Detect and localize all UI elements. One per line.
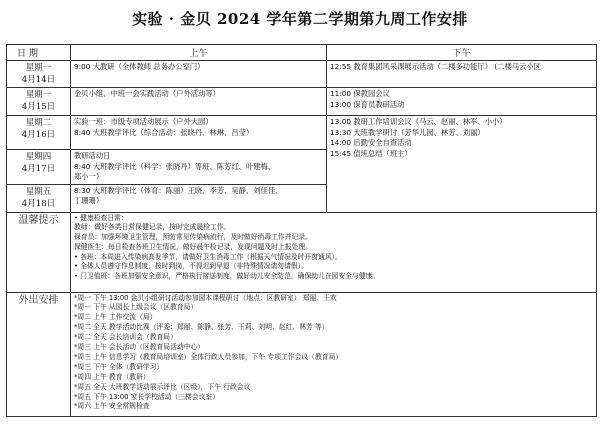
date-column-header: 日 期	[7, 45, 71, 61]
weekday-label: 星期一	[25, 63, 52, 73]
date-cell	[7, 88, 71, 116]
pm-item: 15:45 值班总结（班主）	[330, 148, 412, 158]
trip-line: *周六 上午 安全常规检查	[74, 402, 150, 411]
pm-cell	[327, 116, 597, 213]
trip-line: *周二 上午 工作交流（局）	[74, 313, 157, 322]
date-label: 4月15日	[21, 102, 56, 112]
table-row	[7, 61, 597, 88]
notice-line: • 门卫值班：各班加强安全意识，严格执行接送制度，做好幼儿安全防范，确保幼儿在园安全与健康。	[74, 272, 380, 281]
am-item: 郑小一）	[74, 172, 104, 181]
am-item: 8:40 大班教学评比（科学：张晓丹）等班、陈芳红、叶建梅、	[74, 161, 276, 171]
date-label: 4月18日	[21, 198, 56, 209]
am-item: 实验一班：市级专项活动展示（户外大园）	[74, 117, 213, 126]
notice-line: • 全体人员遵守作息制度，按时到岗，不得迟到早退（非特殊情况请勿请假）。	[74, 262, 308, 271]
trips-content	[71, 292, 597, 416]
trip-line: *周四 上午 教育（教研）	[74, 372, 150, 381]
am-item: 教研活动日	[74, 151, 111, 160]
pm-column-header: 下午	[327, 45, 597, 61]
pm-item: 11:00 保教园会议	[330, 89, 390, 98]
trip-line: *周二 全天 会长培训会（教育局）	[74, 333, 177, 342]
notice-content	[71, 212, 597, 292]
pm-item: 13:30 大班教学研讨（芳华儿园、林芳、刘丽）	[330, 127, 485, 137]
trip-line: *周三 上午 信息学习（教育局培训室）全体行政人员参加，下午 专项工作会议（教育局）	[74, 352, 343, 361]
am-item: 金贝小组、中班一会实践活动（户外活动等）	[74, 89, 220, 98]
am-cell	[71, 184, 327, 212]
notice-row	[7, 212, 597, 292]
weekday-label: 星期五	[25, 186, 52, 197]
trips-label: 外出安排	[18, 294, 59, 306]
page-title: 实验 · 金贝 2024 学年第二学期第九周工作安排	[132, 10, 468, 28]
pm-item: 13:00 保育员教研活动	[330, 99, 405, 109]
notice-line: 保健医生：每日检查各班卫生情况，做好晨午检记录，发现问题及时上报处理。	[74, 242, 312, 251]
am-cell	[71, 61, 327, 88]
trip-line: *周三 下午 全体（教研学习）	[74, 362, 164, 371]
trips-label-cell	[7, 292, 71, 416]
am-item: 8:30 大班教学评比（体育：陈丽）王晓、李芳、吴静、刘佳佳、	[74, 185, 283, 195]
am-item: 8:40 大班教学评比（综合活动：张晓丹、林琳、吕莹）	[74, 127, 254, 137]
trip-line: *周五 全天 大班教学活动展示评比（区级），下午 行政会议	[74, 382, 251, 391]
date-cell	[7, 61, 71, 88]
notice-line: • 健康检查日常：	[74, 213, 128, 222]
date-label: 4月16日	[21, 130, 56, 140]
weekday-label: 星期四	[25, 152, 52, 162]
notice-line: 保育员：加强环境卫生管理，预防常见传染病流行，及时做好消毒工作并记录。	[74, 233, 312, 242]
date-cell	[7, 184, 71, 212]
weekday-label: 星期二	[25, 118, 52, 128]
am-cell	[71, 88, 327, 116]
trip-line: *周五 下午 13:00 家长学校活动（三楼会议室）	[74, 392, 220, 401]
notice-label: 温馨提示	[18, 214, 59, 226]
am-item: 丁珊珊）	[74, 196, 104, 205]
date-cell	[7, 150, 71, 185]
table-row	[7, 88, 597, 116]
pm-cell	[327, 61, 597, 88]
am-item: 9:00 大教研（全体教师 总务办公室门）	[74, 62, 205, 71]
table-row	[7, 116, 597, 150]
trips-row	[7, 292, 597, 416]
am-cell	[71, 150, 327, 185]
notice-line: • 各班：本周进入传染病高发季节，请做好卫生消毒工作（根据天气情况及时开窗通风）。	[74, 252, 342, 261]
am-cell	[71, 116, 327, 150]
pm-item: 13:00 教研工作培训会议（马云、赵丽、林军、小小）	[330, 117, 507, 126]
table-header-row	[7, 45, 597, 61]
date-label: 4月14日	[21, 75, 56, 85]
notice-line: 教师：做好各类日常保健记录，按时完成晨检工作。	[74, 223, 231, 232]
weekday-label: 星期一	[25, 90, 52, 100]
date-label: 4月17日	[21, 164, 56, 174]
date-cell	[7, 116, 71, 150]
pm-item: 14:00 后勤安全自查活动	[330, 138, 412, 147]
notice-label-cell	[7, 212, 71, 292]
trip-line: *周一 下午 13:00 金贝小组研讨活动参加园本课程研讨（地点：区教研室） 郑丽、王欢	[74, 293, 337, 302]
trip-line: *周一 下午 从园长上级会议（区教育局）	[74, 303, 198, 312]
pm-cell	[327, 88, 597, 116]
trip-line: *周二 全天 教学活动比赛（评委：郑丽、陈静、张芳、王莉、刘明、赵红、林芳 等）	[74, 323, 329, 332]
schedule-table	[6, 44, 597, 417]
am-column-header: 上午	[71, 45, 327, 61]
trip-line: *周三 上午 会长活动（区教育局活动中心）	[74, 343, 205, 352]
pm-item: 12:55 教育集团风采课展示活动（二楼多功能厅） (二楼马云小区	[330, 62, 541, 71]
